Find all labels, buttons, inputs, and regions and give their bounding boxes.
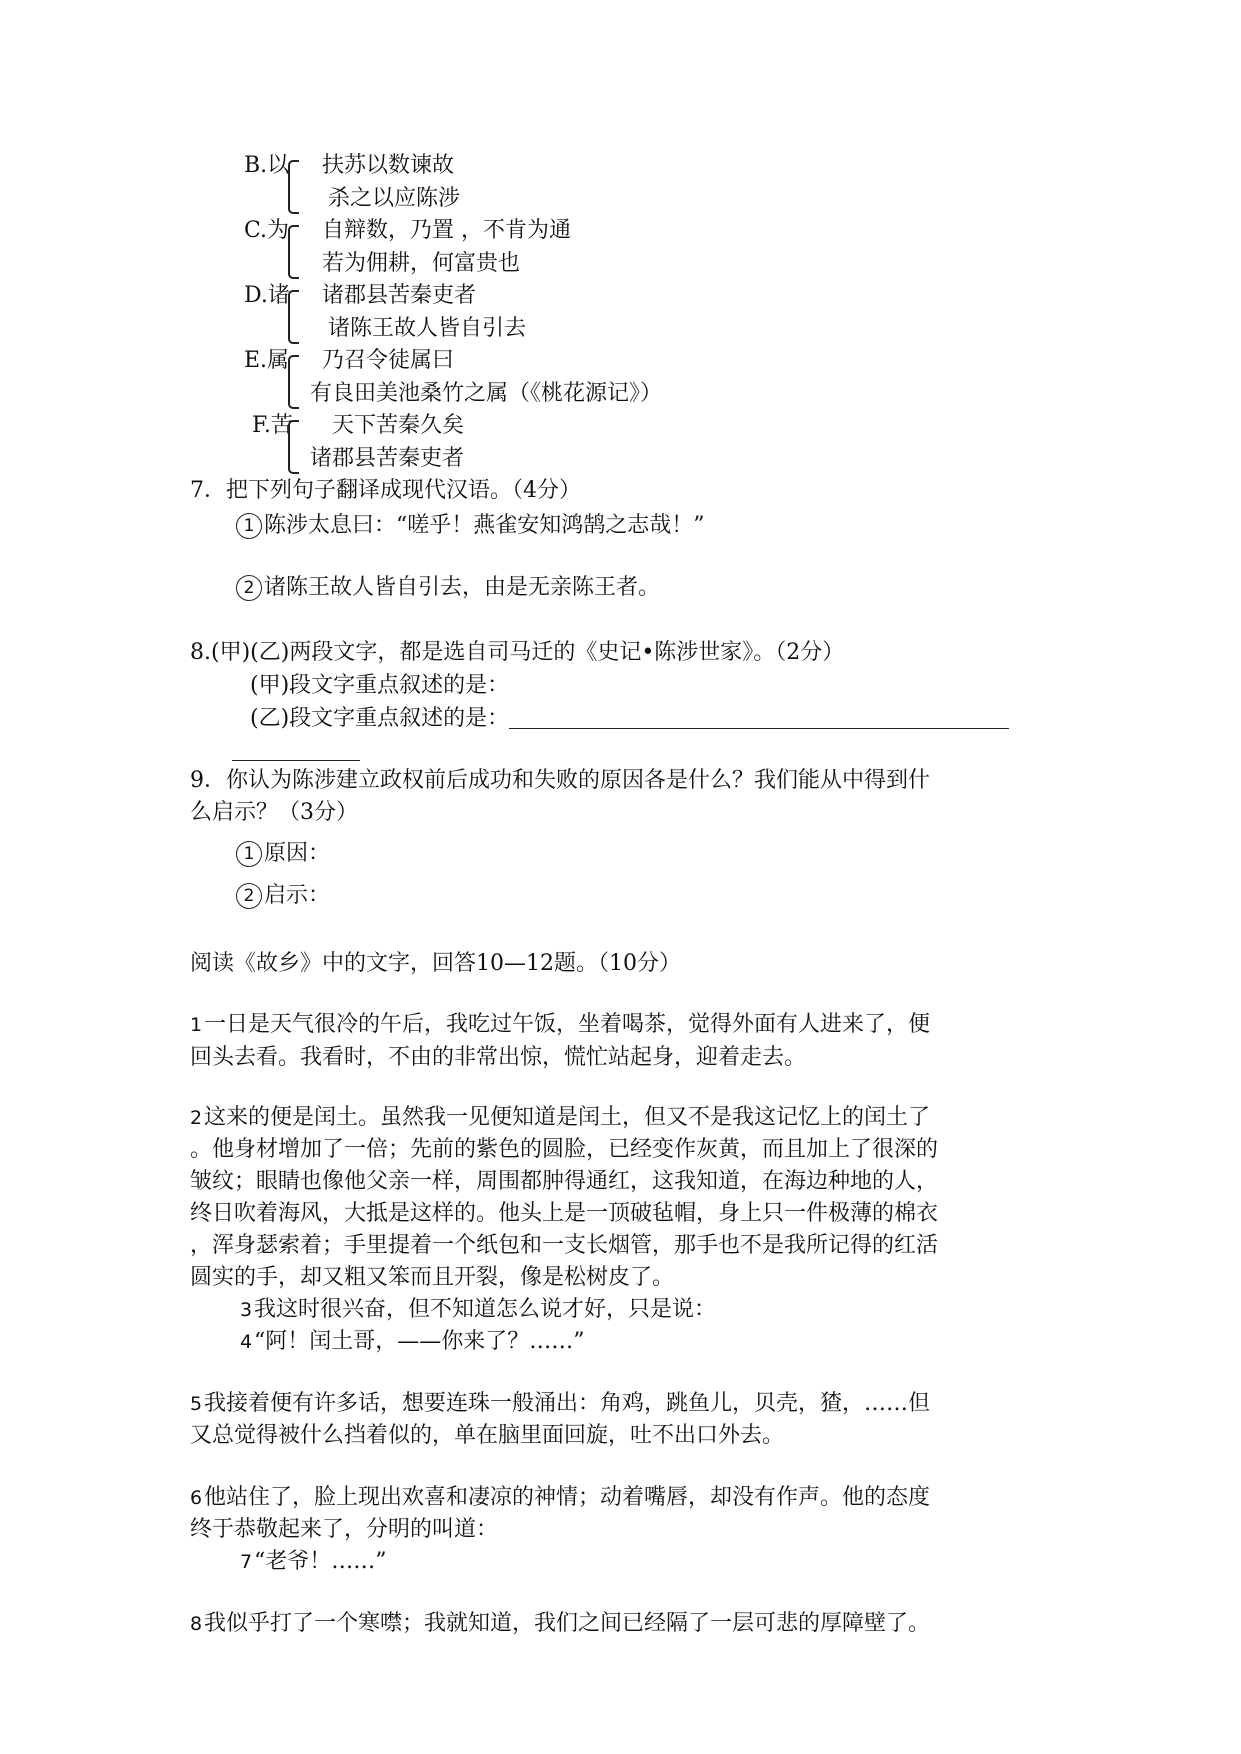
paragraph-number: 4 bbox=[240, 1331, 253, 1353]
sub-item-text: 陈涉太息曰：“嗟乎！燕雀安知鸿鹄之志哉！” bbox=[264, 513, 705, 538]
paragraph-number: 3 bbox=[240, 1299, 253, 1321]
answer-label: (乙)段文字重点叙述的是： bbox=[250, 706, 510, 731]
brace bbox=[288, 420, 299, 474]
option-label: E.属 bbox=[244, 348, 290, 373]
option-line: 天下苦秦久矣 bbox=[332, 413, 465, 438]
option-line: 扶苏以数谏故 bbox=[322, 153, 455, 178]
question-stem: 8.(甲)(乙)两段文字，都是选自司马迁的《史记•陈涉世家》。（2分） bbox=[190, 640, 845, 665]
paragraph-line: 圆实的手，却又粗又笨而且开裂，像是松树皮了。 bbox=[190, 1265, 675, 1290]
paragraph-text: “老爷！……” bbox=[254, 1549, 387, 1574]
sub-item bbox=[236, 838, 330, 870]
paragraph-text: 这来的便是闰土。虽然我一见便知道是闰土，但又不是我这记忆上的闰土了 bbox=[204, 1105, 931, 1130]
option-label: D.诸 bbox=[244, 283, 290, 308]
circled-number: 2 bbox=[236, 575, 262, 601]
paragraph-line bbox=[190, 1388, 930, 1420]
sub-item bbox=[236, 572, 660, 604]
sub-item-text: 原因： bbox=[264, 841, 331, 866]
paragraph-4 bbox=[240, 1326, 585, 1358]
option-label: C.为 bbox=[244, 218, 290, 243]
paragraph-number: 7 bbox=[240, 1551, 253, 1573]
question-stem: 9．你认为陈涉建立政权前后成功和失败的原因各是什么？我们能从中得到什 bbox=[190, 768, 930, 793]
option-line: 乃召令徒属曰 bbox=[322, 348, 455, 373]
sub-item-text: 诸陈王故人皆自引去，由是无亲陈王者。 bbox=[264, 575, 661, 600]
answer-blank[interactable] bbox=[232, 738, 360, 761]
option-line: 诸陈王故人皆自引去 bbox=[328, 316, 527, 341]
paragraph-line: 又总觉得被什么挡着似的，单在脑里面回旋，吐不出口外去。 bbox=[190, 1423, 785, 1448]
paragraph-text: 他站住了，脸上现出欢喜和凄凉的神情；动着嘴唇，却没有作声。他的态度 bbox=[204, 1485, 931, 1510]
paragraph-number: 1 bbox=[190, 1014, 203, 1036]
paragraph-line: 。他身材增加了一倍；先前的紫色的圆脸，已经变作灰黄，而且加上了很深的 bbox=[190, 1137, 939, 1162]
paragraph-8 bbox=[190, 1608, 930, 1640]
paragraph-line bbox=[190, 1009, 930, 1041]
option-line: 杀之以应陈涉 bbox=[328, 186, 461, 211]
answer-line: (甲)段文字重点叙述的是： bbox=[250, 673, 510, 698]
answer-blank[interactable] bbox=[509, 706, 1009, 729]
option-line: 诸郡县苦秦吏者 bbox=[310, 446, 465, 471]
question-stem: 么启示？（3分） bbox=[190, 800, 358, 825]
option-line: 自辩数，乃置 ，不肯为通 bbox=[322, 218, 571, 243]
circled-number: 1 bbox=[236, 841, 262, 867]
paragraph-number: 2 bbox=[190, 1107, 203, 1129]
brace bbox=[288, 290, 299, 344]
paragraph-number: 6 bbox=[190, 1487, 203, 1509]
brace bbox=[288, 160, 299, 214]
sub-item-text: 启示： bbox=[264, 883, 331, 908]
paragraph-line: 终于恭敬起来了，分明的叫道： bbox=[190, 1517, 499, 1542]
paragraph-line: 回头去看。我看时，不由的非常出惊，慌忙站起身，迎着走去。 bbox=[190, 1045, 807, 1070]
option-label: F.苦 bbox=[252, 413, 293, 438]
paragraph-text: “阿！闰土哥，——你来了？……” bbox=[254, 1329, 585, 1354]
paragraph-line bbox=[190, 1102, 930, 1134]
paragraph-text: 我接着便有许多话，想要连珠一般涌出：角鸡，跳鱼儿，贝壳，猹，……但 bbox=[204, 1391, 931, 1416]
paragraph-line bbox=[190, 1482, 930, 1514]
paragraph-7 bbox=[240, 1546, 387, 1578]
sub-item bbox=[236, 510, 705, 542]
paragraph-text: 我这时很兴奋，但不知道怎么说才好，只是说： bbox=[254, 1297, 717, 1322]
question-stem: 7．把下列句子翻译成现代汉语。（4分） bbox=[190, 478, 581, 503]
option-line: 若为佣耕，何富贵也 bbox=[322, 251, 521, 276]
brace bbox=[288, 355, 299, 409]
paragraph-number: 5 bbox=[190, 1393, 203, 1415]
paragraph-line: 皱纹；眼睛也像他父亲一样，周围都肿得通红，这我知道，在海边种地的人， bbox=[190, 1169, 939, 1194]
option-label: B.以 bbox=[244, 153, 290, 178]
circled-number: 1 bbox=[236, 513, 262, 539]
option-line: 诸郡县苦秦吏者 bbox=[322, 283, 477, 308]
paragraph-3 bbox=[240, 1294, 716, 1326]
sub-item bbox=[236, 880, 330, 912]
paragraph-text: 一日是天气很冷的午后，我吃过午饭，坐着喝茶，觉得外面有人进来了，便 bbox=[204, 1012, 931, 1037]
paragraph-text: 我似乎打了一个寒噤；我就知道，我们之间已经隔了一层可悲的厚障壁了。 bbox=[204, 1611, 931, 1636]
paragraph-line: 终日吹着海风，大抵是这样的。他头上是一顶破毡帽，身上只一件极薄的棉衣 bbox=[190, 1201, 939, 1226]
paragraph-line: ，浑身瑟索着；手里提着一个纸包和一支长烟管，那手也不是我所记得的红活 bbox=[190, 1233, 939, 1258]
option-line: 有良田美池桑竹之属（《桃花源记》） bbox=[310, 381, 663, 406]
answer-line bbox=[250, 703, 1009, 735]
paragraph-number: 8 bbox=[190, 1613, 203, 1635]
circled-number: 2 bbox=[236, 883, 262, 909]
reading-intro: 阅读《故乡》中的文字，回答10—12题。（10分） bbox=[190, 951, 681, 976]
brace bbox=[288, 225, 299, 279]
